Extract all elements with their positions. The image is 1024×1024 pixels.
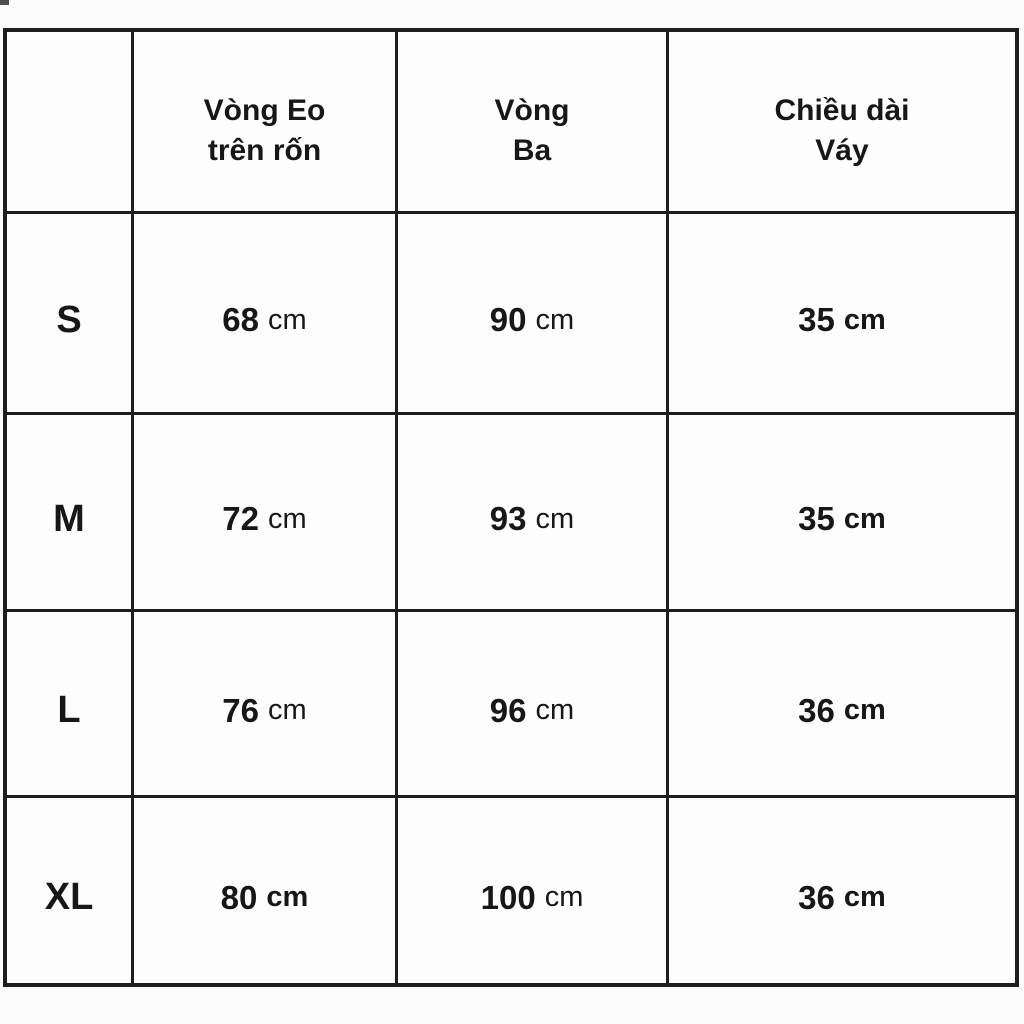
measurement-unit: cm bbox=[843, 694, 886, 726]
measurement-unit: cm bbox=[544, 881, 584, 913]
cell-m-waist bbox=[134, 415, 395, 609]
measurement-unit: cm bbox=[535, 502, 575, 535]
measurement-unit: cm bbox=[268, 694, 307, 726]
header-hip-line1: Vòng bbox=[494, 93, 570, 127]
cell-m-size bbox=[7, 415, 131, 609]
measurement-value: 36 bbox=[798, 691, 835, 729]
measurement-value: 90 bbox=[489, 301, 527, 338]
measurement-value: 80 bbox=[220, 878, 258, 916]
cell-l-size bbox=[7, 612, 131, 795]
measurement-unit: cm bbox=[843, 502, 886, 535]
header-cell-waist bbox=[134, 32, 395, 211]
measurement-unit: cm bbox=[843, 303, 886, 336]
header-cell-size bbox=[7, 32, 131, 211]
cell-m-length bbox=[669, 415, 1015, 609]
cell-l-length bbox=[669, 612, 1015, 795]
measurement-value: 72 bbox=[222, 500, 260, 537]
measurement-value: 76 bbox=[222, 691, 260, 729]
size-label: L bbox=[57, 689, 81, 731]
cell-s-length bbox=[669, 214, 1015, 412]
size-label: XL bbox=[44, 876, 94, 918]
measurement-value: 100 bbox=[480, 878, 536, 916]
measurement-unit: cm bbox=[266, 881, 309, 913]
header-waist-line2: trên rốn bbox=[207, 133, 322, 167]
header-hip-line2: Ba bbox=[512, 133, 552, 167]
measurement-unit: cm bbox=[535, 303, 575, 336]
measurement-value: 35 bbox=[798, 301, 835, 338]
cell-s-hip bbox=[398, 214, 666, 412]
measurement-unit: cm bbox=[268, 303, 307, 336]
cell-xl-length bbox=[669, 798, 1015, 983]
cell-s-size bbox=[7, 214, 131, 412]
header-length-line2: Váy bbox=[815, 133, 869, 167]
cell-l-hip bbox=[398, 612, 666, 795]
cell-m-hip bbox=[398, 415, 666, 609]
size-chart-table bbox=[3, 28, 1019, 987]
header-waist-line1: Vòng Eo bbox=[203, 93, 326, 127]
measurement-unit: cm bbox=[535, 694, 575, 726]
size-label: S bbox=[56, 298, 82, 341]
header-cell-hip bbox=[398, 32, 666, 211]
cell-xl-size bbox=[7, 798, 131, 983]
measurement-value: 96 bbox=[489, 691, 527, 729]
measurement-value: 68 bbox=[222, 301, 260, 338]
measurement-unit: cm bbox=[843, 881, 886, 913]
measurement-value: 36 bbox=[798, 878, 835, 916]
size-label: M bbox=[53, 497, 85, 540]
header-cell-length bbox=[669, 32, 1015, 211]
measurement-value: 35 bbox=[798, 500, 835, 537]
cell-l-waist bbox=[134, 612, 395, 795]
measurement-value: 93 bbox=[489, 500, 527, 537]
cell-s-waist bbox=[134, 214, 395, 412]
cell-xl-hip bbox=[398, 798, 666, 983]
measurement-unit: cm bbox=[268, 502, 307, 535]
header-length-line1: Chiều dài bbox=[774, 93, 910, 127]
cell-xl-waist bbox=[134, 798, 395, 983]
photo-artifact bbox=[0, 0, 9, 5]
